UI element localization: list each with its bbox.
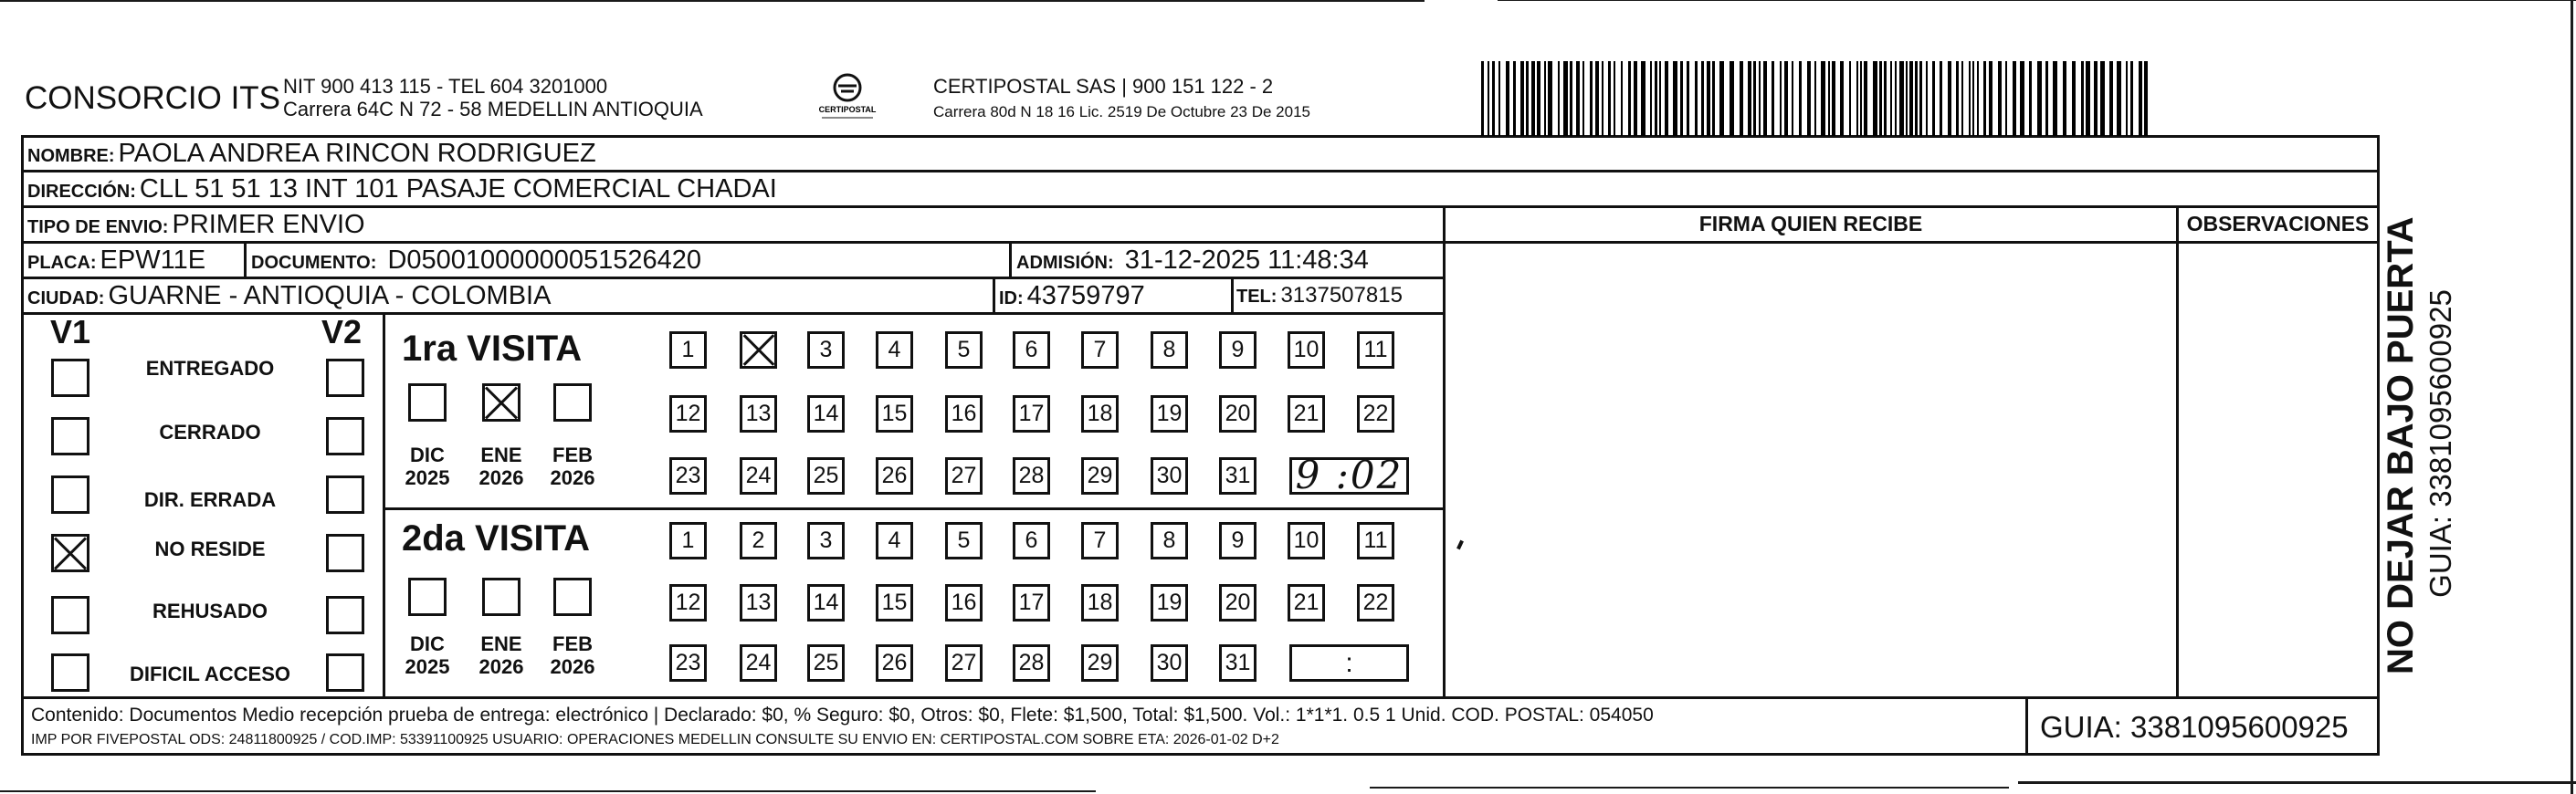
direccion-value: CLL 51 51 13 INT 101 PASAJE COMERCIAL CHADAI	[139, 174, 777, 204]
barcode-bar	[1570, 61, 1572, 136]
barcode-bar	[1488, 61, 1489, 136]
day-box[interactable]: 29	[1081, 457, 1119, 495]
barcode-bar	[1590, 61, 1593, 136]
status-label: DIFICIL ACCESO	[129, 663, 290, 685]
v2-checkbox[interactable]	[326, 653, 364, 692]
barcode-bar	[2100, 61, 2105, 136]
admision-value: 31-12-2025 11:48:34	[1124, 246, 1369, 275]
month-label: FEB 2026	[550, 444, 595, 489]
id-value: 43759797	[1026, 281, 1145, 310]
barcode-bar	[1680, 61, 1683, 136]
day-box[interactable]: 28	[1013, 457, 1050, 495]
visit-title: 2da VISITA	[402, 518, 590, 559]
day-box[interactable]: 31	[1219, 644, 1256, 682]
barcode-bar	[2126, 61, 2128, 136]
day-box[interactable]: 22	[1357, 395, 1394, 433]
barcode-bar	[2013, 61, 2016, 136]
barcode-bar	[1526, 61, 1529, 136]
day-box[interactable]: 3	[807, 331, 845, 369]
company-info: NIT 900 413 115 - TEL 604 3201000 Carrera 64C N 72 - 58 MEDELLIN ANTIOQUIA	[283, 75, 703, 120]
barcode-bar	[1641, 61, 1645, 136]
month-checkbox[interactable]	[482, 578, 520, 616]
observaciones-header: OBSERVACIONES	[2186, 212, 2370, 235]
barcode-bar	[1740, 61, 1743, 136]
barcode-bar	[1840, 61, 1844, 136]
day-box[interactable]: 3	[807, 522, 845, 559]
barcode-bar	[1701, 61, 1704, 136]
day-box[interactable]: 9	[1219, 331, 1256, 369]
status-label: NO RESIDE	[154, 538, 266, 560]
v2-checkbox[interactable]	[326, 475, 364, 514]
barcode-bar	[1780, 61, 1782, 136]
barcode-bar	[1748, 61, 1751, 136]
day-box[interactable]: 23	[669, 644, 707, 682]
barcode-bar	[2037, 61, 2042, 136]
firma-header: FIRMA QUIEN RECIBE	[1698, 212, 1923, 235]
day-box[interactable]: 6	[1013, 331, 1050, 369]
day-box[interactable]: 1	[669, 522, 707, 559]
barcode-bar	[1899, 61, 1904, 136]
direccion-field: DIRECCIÓN: CLL 51 51 13 INT 101 PASAJE COMERCIAL CHADAI	[27, 174, 777, 204]
barcode-bar	[1879, 61, 1882, 136]
barcode-bar	[2094, 61, 2098, 136]
v1-checkbox[interactable]	[51, 596, 89, 634]
barcode-bar	[2063, 61, 2066, 136]
day-box[interactable]: 7	[1081, 331, 1119, 369]
day-box[interactable]: 19	[1151, 584, 1188, 622]
barcode-bar	[2005, 61, 2007, 136]
v1-checkbox[interactable]	[51, 417, 89, 455]
day-box[interactable]: 11	[1357, 331, 1394, 369]
barcode-bar	[1792, 61, 1793, 136]
barcode-bar	[1860, 61, 1862, 136]
month-label: ENE 2026	[478, 444, 524, 489]
day-box[interactable]: 10	[1288, 331, 1325, 369]
day-box[interactable]: 23	[669, 457, 707, 495]
day-box[interactable]: 26	[876, 457, 913, 495]
day-box[interactable]: 5	[945, 331, 983, 369]
day-box[interactable]: 27	[945, 644, 983, 682]
barcode-bar	[1520, 61, 1524, 136]
barcode-bar	[1969, 61, 1971, 136]
carrier-name: CERTIPOSTAL SAS | 900 151 122 - 2	[933, 75, 1274, 98]
day-box[interactable]: 27	[945, 457, 983, 495]
month-label: DIC 2025	[405, 632, 450, 678]
barcode-bar	[1983, 61, 1986, 136]
day-box[interactable]: 15	[876, 395, 913, 433]
barcode-bar	[1998, 61, 2002, 136]
tel-value: 3137507815	[1280, 283, 1403, 308]
tipo-envio-field: TIPO DE ENVIO: PRIMER ENVIO	[27, 210, 365, 239]
barcode-bar	[1814, 61, 1816, 136]
barcode-bar	[1753, 61, 1756, 136]
barcode-bar	[1544, 61, 1546, 136]
month-checkbox[interactable]	[482, 383, 520, 422]
barcode-bar	[1595, 61, 1599, 136]
barcode-bar	[1695, 61, 1698, 136]
barcode-bar	[1673, 61, 1677, 136]
barcode-bar	[1956, 61, 1959, 136]
status-label: ENTREGADO	[145, 357, 275, 380]
barcode-bar	[1926, 61, 1928, 136]
day-box[interactable]: 4	[876, 331, 913, 369]
day-box[interactable]: 12	[669, 395, 707, 433]
barcode-bar	[1890, 61, 1892, 136]
day-box[interactable]: 21	[1288, 584, 1325, 622]
barcode-bar	[1563, 61, 1568, 136]
side-guia: GUIA: 3381095600925	[2424, 289, 2457, 598]
carrier-address: Carrera 80d N 18 16 Lic. 2519 De Octubre 23 De 2015	[933, 103, 1310, 120]
v1-checkbox[interactable]	[51, 534, 89, 572]
day-box[interactable]: 15	[876, 584, 913, 622]
barcode-bar	[1909, 61, 1913, 136]
day-box[interactable]: 17	[1013, 584, 1050, 622]
barcode-bar	[1712, 61, 1715, 136]
barcode-bar	[1650, 61, 1652, 136]
barcode-bar	[1977, 61, 1979, 136]
barcode-bar	[1513, 61, 1516, 136]
barcode-bar	[1906, 61, 1908, 136]
day-box[interactable]: 20	[1219, 395, 1256, 433]
documento-field: DOCUMENTO: D05001000000051526420	[251, 246, 701, 275]
day-box[interactable]: 13	[740, 584, 777, 622]
barcode-bar	[1832, 61, 1835, 136]
barcode-bar	[1828, 61, 1830, 136]
v2-checkbox[interactable]	[326, 596, 364, 634]
day-box[interactable]: 20	[1219, 584, 1256, 622]
barcode-bar	[1763, 61, 1767, 136]
nombre-field: NOMBRE: PAOLA ANDREA RINCON RODRIGUEZ	[27, 139, 596, 168]
day-box[interactable]: 6	[1013, 522, 1050, 559]
barcode-bar	[1492, 61, 1495, 136]
day-box[interactable]: 28	[1013, 644, 1050, 682]
day-box[interactable]: 8	[1151, 331, 1188, 369]
barcode-bar	[1807, 61, 1811, 136]
barcode-bar	[1915, 61, 1918, 136]
barcode-bar	[1621, 61, 1623, 136]
day-box[interactable]: 25	[807, 457, 845, 495]
status-label: DIR. ERRADA	[143, 488, 277, 511]
barcode-bar	[1614, 61, 1615, 136]
status-label: CERRADO	[159, 421, 261, 444]
month-checkbox[interactable]	[553, 578, 592, 616]
day-box[interactable]: 18	[1081, 584, 1119, 622]
day-box[interactable]	[740, 331, 777, 369]
barcode-bar	[2139, 61, 2142, 136]
day-box[interactable]: 14	[807, 584, 845, 622]
day-box[interactable]: 26	[876, 644, 913, 682]
barcode-bar	[2130, 61, 2133, 136]
barcode-bar	[2045, 61, 2048, 136]
day-box[interactable]: 5	[945, 522, 983, 559]
barcode-bar	[1707, 61, 1710, 136]
day-box[interactable]: 24	[740, 457, 777, 495]
barcode-bar	[1602, 61, 1603, 136]
v1-checkbox[interactable]	[51, 653, 89, 692]
barcode-bar	[1799, 61, 1802, 136]
barcode-bar	[2081, 61, 2084, 136]
barcode-bar	[2020, 61, 2024, 136]
day-box[interactable]: 21	[1288, 395, 1325, 433]
barcode-bar	[1932, 61, 1935, 136]
day-box[interactable]: 30	[1151, 457, 1188, 495]
placa-value: EPW11E	[100, 246, 206, 275]
barcode-bar	[2029, 61, 2032, 136]
month-checkbox[interactable]	[408, 578, 447, 616]
day-box[interactable]: 17	[1013, 395, 1050, 433]
barcode-bar	[1989, 61, 1992, 136]
visit-title: 1ra VISITA	[402, 329, 583, 369]
day-box[interactable]: 29	[1081, 644, 1119, 682]
day-box[interactable]: 18	[1081, 395, 1119, 433]
day-box[interactable]: 19	[1151, 395, 1188, 433]
id-field: ID: 43759797	[999, 281, 1145, 310]
company-name: CONSORCIO ITS	[25, 80, 281, 116]
barcode-bar	[1884, 61, 1887, 136]
month-label: ENE 2026	[478, 632, 524, 678]
ciudad-value: GUARNE - ANTIOQUIA - COLOMBIA	[108, 281, 552, 310]
barcode-bar	[1582, 61, 1584, 136]
day-box[interactable]: 8	[1151, 522, 1188, 559]
day-box[interactable]: 22	[1357, 584, 1394, 622]
barcode-bar	[2144, 61, 2148, 136]
admision-field: ADMISIÓN: 31-12-2025 11:48:34	[1016, 246, 1369, 275]
day-box[interactable]: 10	[1288, 522, 1325, 559]
barcode-bar	[1655, 61, 1657, 136]
barcode-bar	[1784, 61, 1788, 136]
barcode-bar	[1730, 61, 1734, 136]
day-box[interactable]: 24	[740, 644, 777, 682]
visit-time-field[interactable]: 9 :02	[1289, 457, 1409, 495]
v2-label: V2	[321, 313, 363, 350]
barcode-bar	[2053, 61, 2057, 136]
barcode-bar	[1948, 61, 1951, 136]
month-checkbox[interactable]	[408, 383, 447, 422]
barcode-bar	[1919, 61, 1922, 136]
v2-checkbox[interactable]	[326, 359, 364, 397]
barcode-bar	[1659, 61, 1661, 136]
day-box[interactable]: 1	[669, 331, 707, 369]
nombre-value: PAOLA ANDREA RINCON RODRIGUEZ	[118, 139, 596, 168]
barcode-bar	[1873, 61, 1877, 136]
day-box[interactable]: 16	[945, 584, 983, 622]
day-box[interactable]: 30	[1151, 644, 1188, 682]
barcode-bar	[1531, 61, 1535, 136]
day-box[interactable]: 25	[807, 644, 845, 682]
day-box[interactable]: 9	[1219, 522, 1256, 559]
footer-content-line: Contenido: Documentos Medio recepción prueba de entrega: electrónico | Declarado: $0, % Seguro: $0, Otros: $0, Flete: $1,500, Total: $1,500. Vol.: 1*1*1. 0.5 1 Unid. COD. POSTAL: 054050	[31, 705, 1654, 726]
day-box[interactable]: 11	[1357, 522, 1394, 559]
barcode-bar	[1864, 61, 1867, 136]
footer-guia: GUIA: 3381095600925	[2040, 710, 2349, 744]
barcode-bar	[1576, 61, 1580, 136]
side-warning: NO DEJAR BAJO PUERTA	[2381, 216, 2421, 674]
day-box[interactable]: 14	[807, 395, 845, 433]
v1-label: V1	[50, 313, 91, 350]
barcode-bar	[1856, 61, 1858, 136]
barcode-bar	[1940, 61, 1942, 136]
barcode-bar	[1665, 61, 1668, 136]
day-box[interactable]: 13	[740, 395, 777, 433]
barcode-bar	[1895, 61, 1897, 136]
documento-value: D05001000000051526420	[387, 246, 701, 275]
visit-time-field[interactable]: :	[1289, 644, 1409, 682]
day-box[interactable]: 12	[669, 584, 707, 622]
barcode-bar	[1506, 61, 1509, 136]
v1-checkbox[interactable]	[51, 359, 89, 397]
tipo-envio-value: PRIMER ENVIO	[172, 210, 365, 239]
barcode-bar	[1759, 61, 1761, 136]
barcode-bar	[2086, 61, 2090, 136]
ciudad-field: CIUDAD: GUARNE - ANTIOQUIA - COLOMBIA	[27, 281, 552, 310]
v2-checkbox[interactable]	[326, 534, 364, 572]
barcode-bar	[1628, 61, 1631, 136]
status-label: REHUSADO	[152, 600, 268, 622]
barcode-bar	[2117, 61, 2121, 136]
barcode-bar	[1821, 61, 1825, 136]
placa-field: PLACA: EPW11E	[27, 246, 206, 275]
barcode-bar	[1548, 61, 1552, 136]
barcode-bar	[1608, 61, 1611, 136]
barcode-bar	[1498, 61, 1500, 136]
day-box[interactable]: 16	[945, 395, 983, 433]
barcode-bar	[1961, 61, 1963, 136]
barcode-bar	[1558, 61, 1560, 136]
day-box[interactable]: 2	[740, 522, 777, 559]
certipostal-logo	[807, 69, 888, 124]
v1-checkbox[interactable]	[51, 475, 89, 514]
barcode-bar	[2109, 61, 2113, 136]
day-box[interactable]: 4	[876, 522, 913, 559]
day-box[interactable]: 7	[1081, 522, 1119, 559]
barcode-bar	[1634, 61, 1637, 136]
logo-text: CERTIPOSTAL	[818, 105, 877, 114]
day-box[interactable]: 31	[1219, 457, 1256, 495]
month-checkbox[interactable]	[553, 383, 592, 422]
barcode-bar	[1849, 61, 1851, 136]
month-label: FEB 2026	[550, 632, 595, 678]
barcode-bar	[1687, 61, 1689, 136]
barcode-bar	[1537, 61, 1540, 136]
tel-field: TEL: 3137507815	[1236, 283, 1403, 308]
month-label: DIC 2025	[405, 444, 450, 489]
barcode-bar	[1481, 61, 1484, 136]
v2-checkbox[interactable]	[326, 417, 364, 455]
barcode-bar	[2072, 61, 2076, 136]
barcode-bar	[1772, 61, 1774, 136]
barcode-bar	[1719, 61, 1724, 136]
barcode-bar	[1972, 61, 1974, 136]
footer-imp-line: IMP POR FIVEPOSTAL ODS: 24811800925 / COD.IMP: 53391100925 USUARIO: OPERACIONES MEDELLIN CONSULTE SU ENVIO EN: CERTIPOSTAL.COM SOBRE ETA: 2026-01-02 D+2	[31, 732, 1279, 747]
